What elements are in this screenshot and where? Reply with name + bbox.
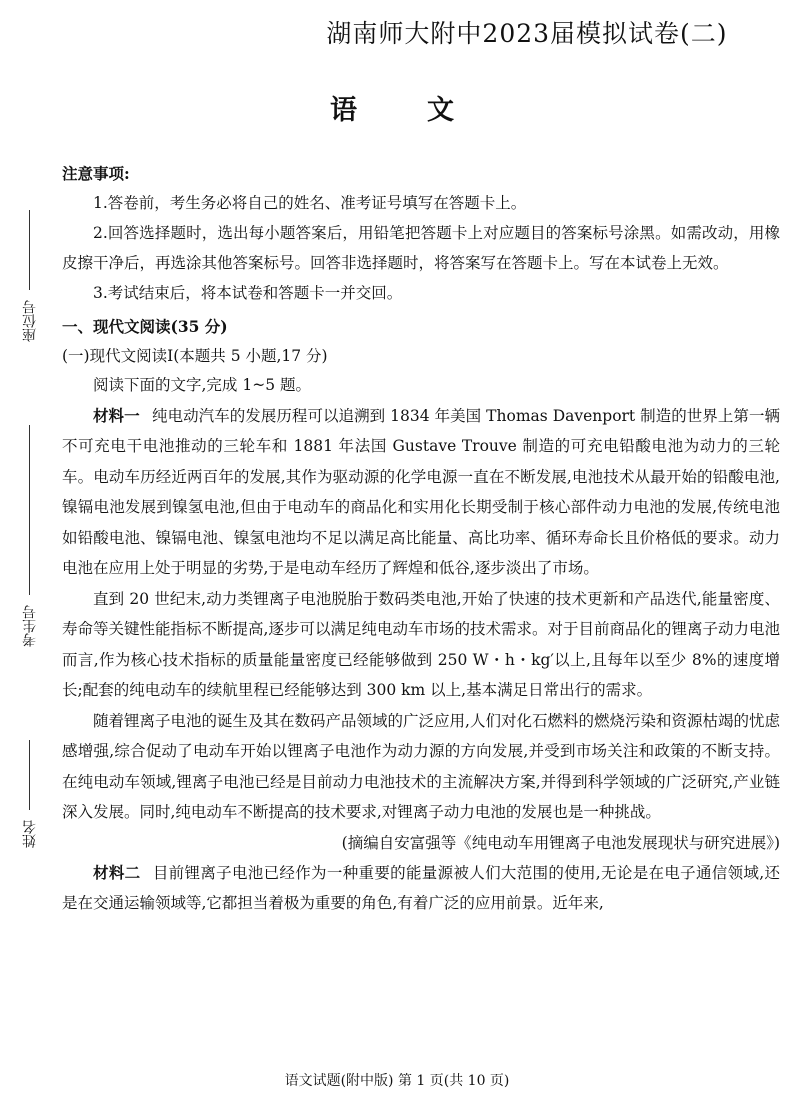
material1-paragraph: 直到 20 世纪末,动力类锂离子电池脱胎于数码类电池,开始了快速的技术更新和产品迭代,能量密度、寿命等关键性能指标不断提高,逐步可以满足纯电动车市场的技术需求。对于目前商品化的锂离子动力电池而言,作为核心技术指标的质量能量密度已经能够做到 250 W・h・kg′以上,且每年以至少 8%的速度增长;配套的纯电动车的续航里程已经能够达到 300 km 以上,基本满足日常出行的需求。 [62,589,780,699]
note-item: 3.考试结束后，将本试卷和答题卡一并交回。 [93,284,403,302]
material1-paragraph [62,401,780,584]
seat-field [20,210,40,350]
seat-label: 座位号 [22,300,38,342]
material2-text: 目前锂离子电池已经作为一种重要的能量源被人们大范围的使用,无论是在电子通信领域,还是在交通运输领域等,它都担当着极为重要的角色,有着广泛的应用前景。近年来, [62,863,780,912]
name-line [29,740,30,810]
material1-text: 纯电动汽车的发展历程可以追溯到 1834 年美国 Thomas Davenport 制造的世界上第一辆不可充电干电池推动的三轮车和 1881 年法国 Gustave Trouve 制造的可充电铅酸电池为动力的三轮车。电动车历经近两百年的发展,其作为驱动源的化学电源一直在不断发展,电池技术从最开始的铅酸电池,镍镉电池发展到镍氢电池,但由于电动车的商品化和实用化长期受制于核心部件动力电池的发展,传统电池如铅酸电池、镍镉电池、镍氢电池均不足以满足高比能量、高比功率、循环寿命长且价格低的要求。动力电池在应用上处于明显的劣势,于是电动车经历了辉煌和低谷,逐步淡出了市场。 [62,406,780,577]
note-item: 2.回答选择题时，选出每小题答案后，用铅笔把答题卡上对应题目的答案标号涂黑。如需改动，用橡皮擦干净后，再选涂其他答案标号。回答非选择题时，将答案写在答题卡上。写在本试卷上无效。 [62,224,780,272]
section-subtitle: (一)现代文阅读Ⅰ(本题共 5 小题,17 分) [62,347,328,365]
exam-no-line [29,425,30,595]
binding-margin [0,200,45,900]
page-content [62,160,780,919]
reading-instruction: 阅读下面的文字,完成 1~5 题。 [93,376,311,394]
notes-title: 注意事项: [62,164,130,183]
subject-title: 语文 [330,95,524,126]
name-label: 姓名 [22,820,38,848]
section-title: 一、现代文阅读(35 分) [62,317,228,336]
name-field [20,740,40,860]
note-item: 1.答卷前，考生务必将自己的姓名、准考证号填写在答题卡上。 [93,194,527,212]
material1-paragraph: 随着锂离子电池的诞生及其在数码产品领域的广泛应用,人们对化石燃料的燃烧污染和资源枯竭的忧虑感增强,综合促动了电动车开始以锂离子电池作为动力源的方向发展,并受到市场关注和政策的不断支持。在纯电动车领域,锂离子电池已经是目前动力电池技术的主流解决方案,并得到科学领域的广泛研究,产业链深入发展。同时,纯电动车不断提高的技术要求,对锂离子动力电池的发展也是一种挑战。 [62,711,780,821]
material2-label: 材料二 [93,862,141,882]
material2-paragraph [62,858,780,919]
seat-line [29,210,30,290]
material1-source: (摘编自安富强等《纯电动车用锂离子电池发展现状与研究进展》) [341,833,780,852]
exam-title: 湖南师大附中2023届模拟试卷(二) [326,19,728,48]
exam-no-field [20,425,40,655]
exam-no-label: 考生号 [22,605,38,647]
material1-label: 材料一 [93,405,140,425]
page-footer: 语文试题(附中版) 第 1 页(共 10 页) [284,1073,510,1089]
